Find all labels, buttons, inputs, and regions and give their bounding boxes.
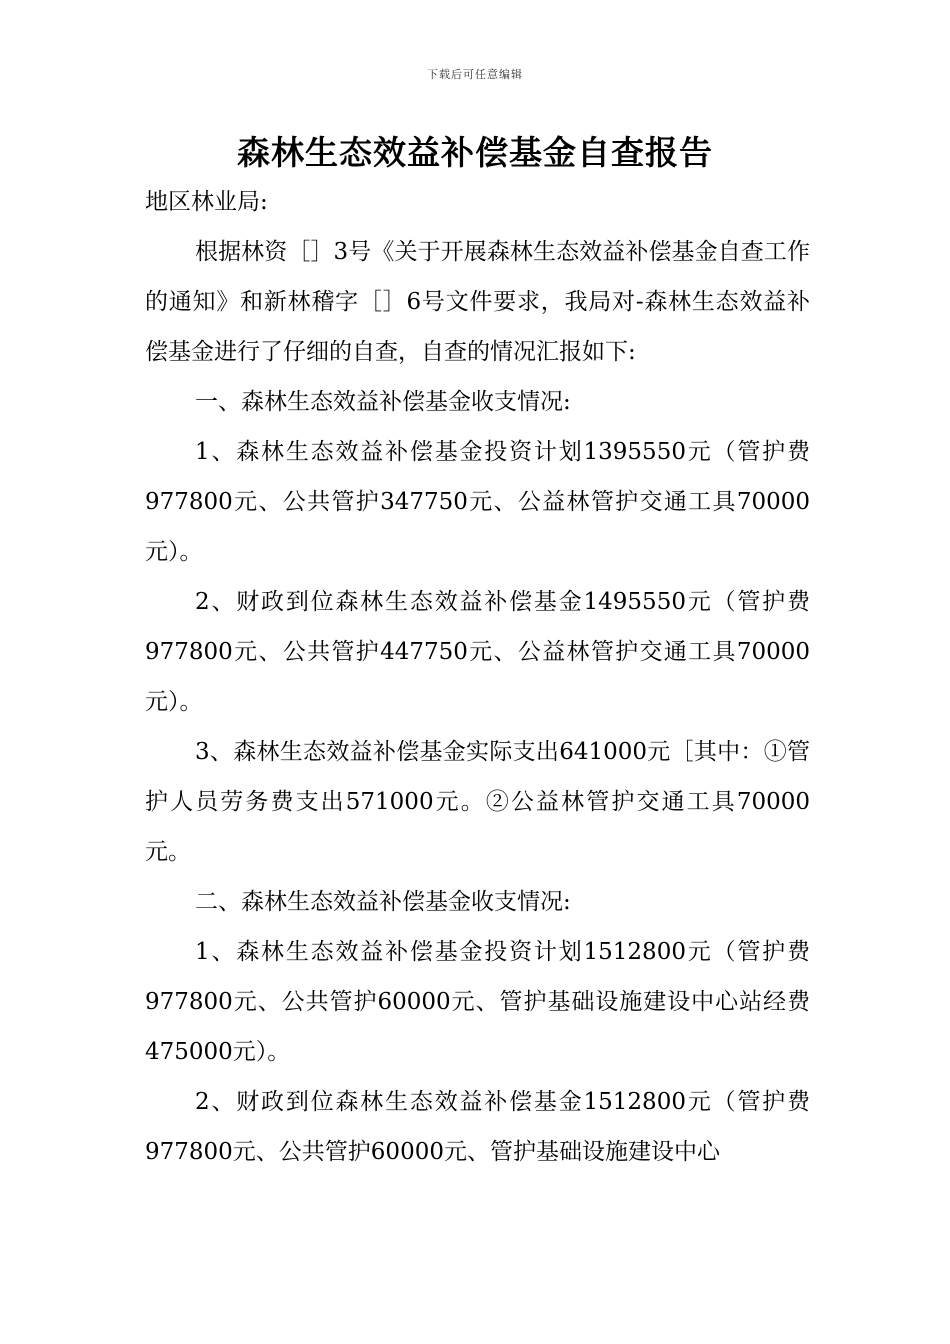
paragraph-intro: 根据林资［］3号《关于开展森林生态效益补偿基金自查工作的通知》和新林稽字［］6号文件要求，我局对-森林生态效益补偿基金进行了仔细的自查，自查的情况汇报如下: (145, 239, 810, 365)
paragraph-item: 3、森林生态效益补偿基金实际支出641000元［其中：①管护人员劳务费支出571000元。②公益林管护交通工具70000元。 (145, 739, 810, 865)
document-body (145, 177, 810, 1177)
paragraph-item: 2、财政到位森林生态效益补偿基金1495550元（管护费977800元、公共管护447750元、公益林管护交通工具70000元）。 (145, 589, 810, 715)
header-note: 下载后可任意编辑 (427, 68, 523, 81)
section-heading-2: 二、森林生态效益补偿基金收支情况: (195, 889, 571, 915)
salutation: 地区林业局: (145, 189, 268, 215)
paragraph-item: 2、财政到位森林生态效益补偿基金1512800元（管护费977800元、公共管护60000元、管护基础设施建设中心 (145, 1089, 810, 1165)
paragraph-item: 1、森林生态效益补偿基金投资计划1512800元（管护费977800元、公共管护60000元、管护基础设施建设中心站经费475000元）。 (145, 939, 810, 1065)
section-heading-1: 一、森林生态效益补偿基金收支情况: (195, 389, 571, 415)
document-title: 森林生态效益补偿基金自查报告 (237, 133, 713, 172)
paragraph-item: 1、森林生态效益补偿基金投资计划1395550元（管护费977800元、公共管护347750元、公益林管护交通工具70000元）。 (145, 439, 810, 565)
